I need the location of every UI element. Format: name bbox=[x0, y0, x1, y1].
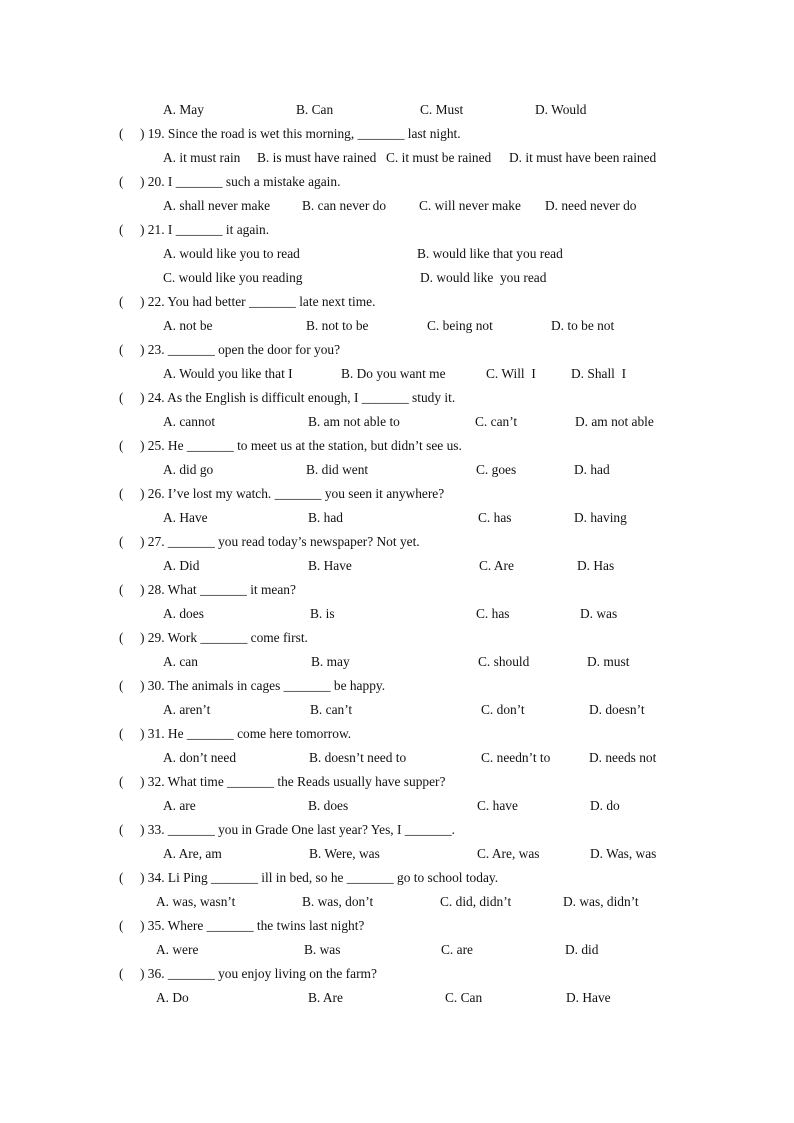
question-stem: ) 31. He _______ come here tomorrow. bbox=[140, 726, 352, 741]
option-c: C. Will I bbox=[486, 366, 536, 381]
option-c: C. Are, was bbox=[477, 846, 540, 861]
option-a: A. not be bbox=[163, 318, 213, 333]
options-line bbox=[0, 556, 615, 576]
option-c: C. Must bbox=[420, 102, 464, 117]
option-b: B. may bbox=[311, 654, 350, 669]
option-c: C. goes bbox=[476, 462, 517, 477]
option-a: A. cannot bbox=[163, 414, 216, 429]
question-line bbox=[0, 172, 341, 192]
question-stem: ) 23. _______ open the door for you? bbox=[140, 342, 341, 357]
option-d: D. would like you read bbox=[420, 270, 547, 285]
question-line bbox=[0, 724, 352, 744]
option-a: A. Have bbox=[163, 510, 208, 525]
option-b: B. am not able to bbox=[308, 414, 400, 429]
options-line bbox=[0, 508, 627, 528]
option-d: D. Would bbox=[535, 102, 587, 117]
option-a: A. Do bbox=[156, 990, 189, 1005]
option-a: A. are bbox=[163, 798, 196, 813]
answer-bracket: ( bbox=[119, 630, 124, 645]
answer-bracket: ( bbox=[119, 966, 124, 981]
option-a: A. shall never make bbox=[163, 198, 271, 213]
options-line bbox=[0, 100, 587, 120]
option-a: A. does bbox=[163, 606, 204, 621]
answer-bracket: ( bbox=[119, 174, 124, 189]
question-stem: ) 32. What time _______ the Reads usually have supper? bbox=[140, 774, 446, 789]
option-d: D. do bbox=[590, 798, 620, 813]
option-d: D. doesn’t bbox=[589, 702, 645, 717]
options-line bbox=[0, 700, 645, 720]
answer-bracket: ( bbox=[119, 582, 124, 597]
option-a: A. Are, am bbox=[163, 846, 222, 861]
answer-bracket: ( bbox=[119, 822, 124, 837]
options-line bbox=[0, 604, 618, 624]
question-stem: ) 24. As the English is difficult enough, I _______ study it. bbox=[140, 390, 456, 405]
answer-bracket: ( bbox=[119, 342, 124, 357]
options-line bbox=[0, 988, 611, 1008]
option-c: C. Are bbox=[479, 558, 514, 573]
option-a: A. it must rain bbox=[163, 150, 241, 165]
option-b: B. can never do bbox=[302, 198, 387, 213]
option-a: A. aren’t bbox=[163, 702, 211, 717]
option-d: D. did bbox=[565, 942, 599, 957]
option-c: C. have bbox=[477, 798, 518, 813]
option-b: B. was, don’t bbox=[302, 894, 374, 909]
answer-bracket: ( bbox=[119, 918, 124, 933]
option-c: C. has bbox=[478, 510, 512, 525]
option-d: D. was bbox=[580, 606, 618, 621]
option-c: C. did, didn’t bbox=[440, 894, 512, 909]
question-stem: ) 29. Work _______ come first. bbox=[140, 630, 308, 645]
answer-bracket: ( bbox=[119, 534, 124, 549]
question-line bbox=[0, 292, 376, 312]
option-d: D. Has bbox=[577, 558, 615, 573]
option-b: B. Can bbox=[296, 102, 334, 117]
option-b: B. is bbox=[310, 606, 335, 621]
option-b: B. can’t bbox=[310, 702, 353, 717]
option-a: A. were bbox=[156, 942, 199, 957]
question-stem: ) 33. _______ you in Grade One last year? Yes, I _______. bbox=[140, 822, 455, 837]
option-d: D. need never do bbox=[545, 198, 637, 213]
option-b: B. not to be bbox=[306, 318, 369, 333]
question-line bbox=[0, 436, 462, 456]
question-stem: ) 21. I _______ it again. bbox=[140, 222, 270, 237]
question-stem: ) 22. You had better _______ late next time. bbox=[140, 294, 376, 309]
question-line bbox=[0, 820, 455, 840]
option-c: C. would like you reading bbox=[163, 270, 303, 285]
option-d: D. Shall I bbox=[571, 366, 627, 381]
question-line bbox=[0, 868, 499, 888]
options-line bbox=[0, 748, 657, 768]
question-stem: ) 25. He _______ to meet us at the station, but didn’t see us. bbox=[140, 438, 462, 453]
question-stem: ) 35. Where _______ the twins last night? bbox=[140, 918, 365, 933]
question-line bbox=[0, 220, 270, 240]
option-d: D. Have bbox=[566, 990, 611, 1005]
option-a: A. would like you to read bbox=[163, 246, 300, 261]
option-a: A. can bbox=[163, 654, 198, 669]
question-line bbox=[0, 124, 461, 144]
option-d: D. was, didn’t bbox=[563, 894, 639, 909]
question-line bbox=[0, 964, 377, 984]
question-stem: ) 19. Since the road is wet this morning, _______ last night. bbox=[140, 126, 461, 141]
question-line bbox=[0, 340, 341, 360]
question-stem: ) 20. I _______ such a mistake again. bbox=[140, 174, 341, 189]
options-line bbox=[0, 148, 657, 168]
option-d: D. having bbox=[574, 510, 627, 525]
option-b: B. Are bbox=[308, 990, 343, 1005]
option-d: D. Was, was bbox=[590, 846, 657, 861]
answer-bracket: ( bbox=[119, 126, 124, 141]
option-a: A. May bbox=[163, 102, 204, 117]
option-b: B. is must have rained bbox=[257, 150, 377, 165]
question-line bbox=[0, 580, 296, 600]
question-stem: ) 34. Li Ping _______ ill in bed, so he _______ go to school today. bbox=[140, 870, 499, 885]
question-line bbox=[0, 772, 446, 792]
option-c: C. can’t bbox=[475, 414, 518, 429]
question-line bbox=[0, 388, 456, 408]
answer-bracket: ( bbox=[119, 438, 124, 453]
option-b: B. was bbox=[304, 942, 341, 957]
options-line bbox=[0, 412, 654, 432]
option-d: D. to be not bbox=[551, 318, 615, 333]
answer-bracket: ( bbox=[119, 390, 124, 405]
option-c: C. are bbox=[441, 942, 473, 957]
option-c: C. will never make bbox=[419, 198, 521, 213]
option-d: D. it must have been rained bbox=[509, 150, 657, 165]
options-line bbox=[0, 796, 620, 816]
options-line bbox=[0, 460, 610, 480]
options-line bbox=[0, 316, 615, 336]
option-b: B. would like that you read bbox=[417, 246, 563, 261]
question-line bbox=[0, 484, 445, 504]
option-d: D. had bbox=[574, 462, 610, 477]
question-line bbox=[0, 628, 308, 648]
options-line bbox=[0, 364, 627, 384]
options-line bbox=[0, 196, 637, 216]
answer-bracket: ( bbox=[119, 486, 124, 501]
answer-bracket: ( bbox=[119, 774, 124, 789]
question-stem: ) 36. _______ you enjoy living on the farm? bbox=[140, 966, 377, 981]
option-b: B. Were, was bbox=[309, 846, 380, 861]
option-b: B. had bbox=[308, 510, 343, 525]
option-a: A. don’t need bbox=[163, 750, 237, 765]
options-line bbox=[0, 268, 547, 288]
option-a: A. Would you like that I bbox=[163, 366, 293, 381]
option-c: C. it must be rained bbox=[386, 150, 492, 165]
option-d: D. am not able bbox=[575, 414, 654, 429]
option-a: A. was, wasn’t bbox=[156, 894, 236, 909]
option-d: D. must bbox=[587, 654, 630, 669]
question-stem: ) 27. _______ you read today’s newspaper? Not yet. bbox=[140, 534, 420, 549]
options-line bbox=[0, 844, 657, 864]
options-line bbox=[0, 652, 630, 672]
option-c: C. needn’t to bbox=[481, 750, 551, 765]
option-c: C. should bbox=[478, 654, 530, 669]
option-b: B. Do you want me bbox=[341, 366, 446, 381]
answer-bracket: ( bbox=[119, 678, 124, 693]
question-line bbox=[0, 916, 365, 936]
option-c: C. Can bbox=[445, 990, 483, 1005]
answer-bracket: ( bbox=[119, 222, 124, 237]
question-stem: ) 26. I’ve lost my watch. _______ you seen it anywhere? bbox=[140, 486, 445, 501]
options-line bbox=[0, 244, 563, 264]
answer-bracket: ( bbox=[119, 294, 124, 309]
option-b: B. Have bbox=[308, 558, 352, 573]
options-line bbox=[0, 940, 599, 960]
option-c: C. has bbox=[476, 606, 510, 621]
option-a: A. Did bbox=[163, 558, 200, 573]
answer-bracket: ( bbox=[119, 726, 124, 741]
question-line bbox=[0, 676, 386, 696]
answer-bracket: ( bbox=[119, 870, 124, 885]
question-line bbox=[0, 532, 420, 552]
options-line bbox=[0, 892, 639, 912]
option-c: C. being not bbox=[427, 318, 493, 333]
option-d: D. needs not bbox=[589, 750, 657, 765]
option-b: B. did went bbox=[306, 462, 369, 477]
question-stem: ) 28. What _______ it mean? bbox=[140, 582, 296, 597]
option-b: B. does bbox=[308, 798, 349, 813]
option-c: C. don’t bbox=[481, 702, 525, 717]
option-a: A. did go bbox=[163, 462, 214, 477]
question-stem: ) 30. The animals in cages _______ be happy. bbox=[140, 678, 386, 693]
option-b: B. doesn’t need to bbox=[309, 750, 407, 765]
